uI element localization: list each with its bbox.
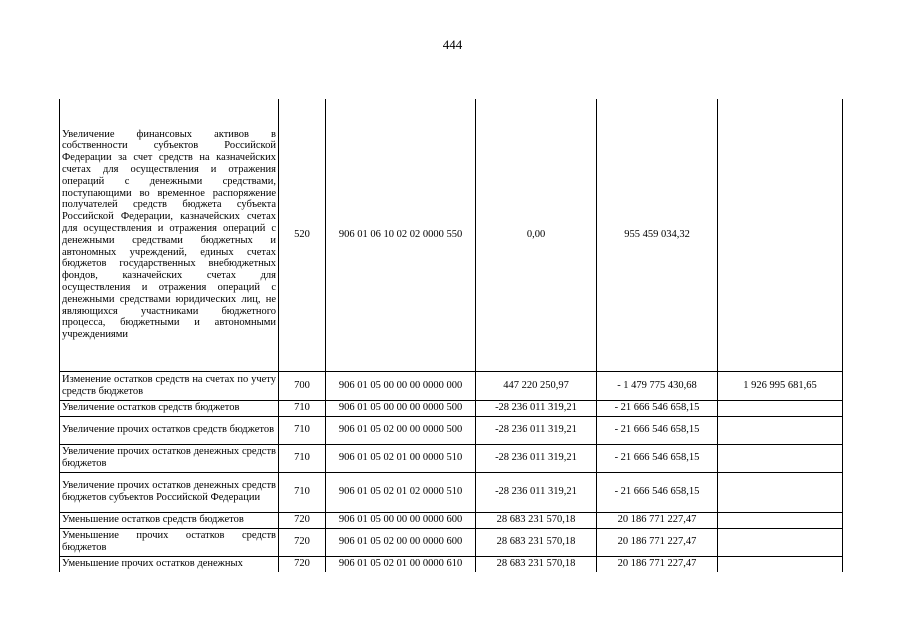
row-value-executed: - 1 479 775 430,68 bbox=[597, 371, 718, 400]
row-value-approved: -28 236 011 319,21 bbox=[476, 400, 597, 416]
row-name: Уменьшение прочих остатков денежных bbox=[60, 556, 279, 572]
row-name: Уменьшение остатков средств бюджетов bbox=[60, 512, 279, 528]
row-budget-code: 906 01 05 00 00 00 0000 500 bbox=[326, 400, 476, 416]
row-value-unexecuted bbox=[718, 416, 843, 444]
row-value-unexecuted bbox=[718, 400, 843, 416]
row-name: Уменьшение прочих остатков средств бюджетов bbox=[60, 528, 279, 556]
table-row bbox=[60, 416, 843, 444]
page-number: 444 bbox=[442, 37, 463, 52]
row-budget-code: 906 01 05 02 01 02 0000 510 bbox=[326, 472, 476, 512]
table-row bbox=[60, 99, 843, 371]
row-value-approved: 28 683 231 570,18 bbox=[476, 556, 597, 572]
budget-sources-table bbox=[59, 99, 843, 572]
table-row bbox=[60, 512, 843, 528]
table-row bbox=[60, 371, 843, 400]
row-budget-code: 906 01 05 02 00 00 0000 500 bbox=[326, 416, 476, 444]
row-name: Увеличение прочих остатков денежных средств бюджетов bbox=[60, 444, 279, 472]
row-value-unexecuted: 1 926 995 681,65 bbox=[718, 371, 843, 400]
table-row bbox=[60, 528, 843, 556]
row-value-unexecuted bbox=[718, 512, 843, 528]
row-value-executed: 20 186 771 227,47 bbox=[597, 556, 718, 572]
row-line-code: 520 bbox=[279, 99, 326, 371]
row-line-code: 710 bbox=[279, 400, 326, 416]
row-value-executed: 20 186 771 227,47 bbox=[597, 512, 718, 528]
row-value-executed: - 21 666 546 658,15 bbox=[597, 444, 718, 472]
row-value-unexecuted bbox=[718, 472, 843, 512]
row-value-approved: -28 236 011 319,21 bbox=[476, 472, 597, 512]
row-value-executed: - 21 666 546 658,15 bbox=[597, 416, 718, 444]
row-line-code: 710 bbox=[279, 416, 326, 444]
row-budget-code: 906 01 05 02 01 00 0000 610 bbox=[326, 556, 476, 572]
row-value-executed: - 21 666 546 658,15 bbox=[597, 400, 718, 416]
row-value-approved: 0,00 bbox=[476, 99, 597, 371]
row-value-executed: - 21 666 546 658,15 bbox=[597, 472, 718, 512]
row-value-unexecuted bbox=[718, 99, 843, 371]
row-line-code: 710 bbox=[279, 444, 326, 472]
row-line-code: 710 bbox=[279, 472, 326, 512]
row-name: Изменение остатков средств на счетах по учету средств бюджетов bbox=[60, 371, 279, 400]
row-budget-code: 906 01 05 02 01 00 0000 510 bbox=[326, 444, 476, 472]
row-name: Увеличение финансовых активов в собственности субъектов Российской Федерации за счет средств на казначейских счетах для осуществления и отражения операций с денежными средствами, поступающими во временное распоряжение получателей средств бюджета субъекта Российской Федерации, казначейских счетах для осуществления и отражения операций с денежными средствами бюджетных и автономных учреждений, единых счетах бюджетов государственных внебюджетных фондов, казначейских счетах для осуществления и отражения операций с денежными средствами юридических лиц, не являющихся участниками бюджетного процесса, бюджетными и автономными учреждениями bbox=[60, 99, 279, 371]
row-value-executed: 955 459 034,32 bbox=[597, 99, 718, 371]
table-row bbox=[60, 400, 843, 416]
row-value-unexecuted bbox=[718, 528, 843, 556]
row-line-code: 700 bbox=[279, 371, 326, 400]
row-value-approved: 447 220 250,97 bbox=[476, 371, 597, 400]
row-value-approved: -28 236 011 319,21 bbox=[476, 444, 597, 472]
table-row bbox=[60, 556, 843, 572]
row-value-unexecuted bbox=[718, 556, 843, 572]
row-line-code: 720 bbox=[279, 512, 326, 528]
row-name: Увеличение остатков средств бюджетов bbox=[60, 400, 279, 416]
row-line-code: 720 bbox=[279, 528, 326, 556]
row-budget-code: 906 01 05 00 00 00 0000 600 bbox=[326, 512, 476, 528]
row-name: Увеличение прочих остатков денежных средств бюджетов субъектов Российской Федерации bbox=[60, 472, 279, 512]
row-line-code: 720 bbox=[279, 556, 326, 572]
row-value-approved: -28 236 011 319,21 bbox=[476, 416, 597, 444]
row-budget-code: 906 01 05 00 00 00 0000 000 bbox=[326, 371, 476, 400]
table-row bbox=[60, 444, 843, 472]
row-value-unexecuted bbox=[718, 444, 843, 472]
row-value-approved: 28 683 231 570,18 bbox=[476, 512, 597, 528]
row-budget-code: 906 01 05 02 00 00 0000 600 bbox=[326, 528, 476, 556]
table-row bbox=[60, 472, 843, 512]
row-name: Увеличение прочих остатков средств бюджетов bbox=[60, 416, 279, 444]
row-value-approved: 28 683 231 570,18 bbox=[476, 528, 597, 556]
row-budget-code: 906 01 06 10 02 02 0000 550 bbox=[326, 99, 476, 371]
row-value-executed: 20 186 771 227,47 bbox=[597, 528, 718, 556]
